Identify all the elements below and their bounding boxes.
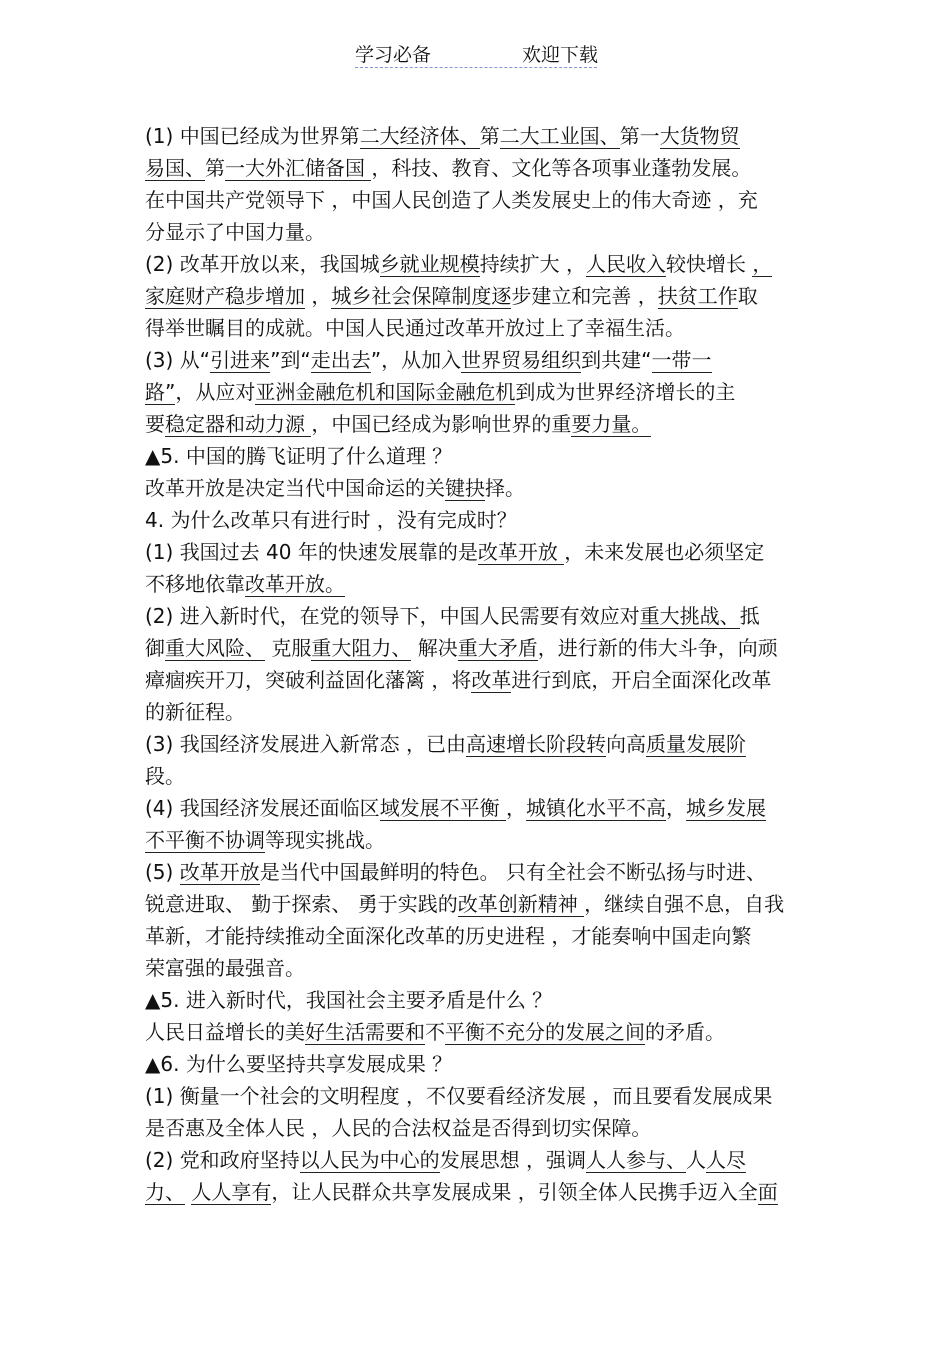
underlined-answer: ， — [752, 252, 773, 276]
text-line — [145, 536, 810, 568]
underlined-answer: 世界贸易组织 — [461, 348, 582, 372]
underlined-answer: 二大经济体、 — [359, 124, 480, 148]
text-segment: 段。 — [145, 764, 185, 788]
page-header — [0, 40, 950, 70]
text-segment: 到成为世界经济增长的主 — [515, 380, 736, 404]
text-segment: ，科技、教育、文化等各项事业蓬勃发展。 — [371, 156, 752, 180]
underlined-answer: 平衡不充分的发展之间 — [445, 1020, 645, 1044]
text-line — [145, 440, 810, 472]
underlined-answer: 稳定器和动力源 — [165, 412, 312, 436]
underlined-answer: 家庭财产稳步增加 — [145, 284, 305, 308]
text-segment: 人 — [686, 1148, 707, 1172]
text-segment: 抵 — [739, 604, 760, 628]
underlined-answer: 大货物贸 — [659, 124, 740, 148]
text-line — [145, 1176, 810, 1208]
underlined-answer: 人人享有 — [191, 1180, 272, 1204]
text-line — [145, 600, 810, 632]
text-segment: 荣富强的最强音。 — [145, 956, 305, 980]
text-segment: 瘴痼疾开刀，突破利益固化藩篱 ，将 — [145, 668, 472, 692]
underlined-answer: 改革开放 — [179, 860, 260, 884]
text-segment: ，未来发展也必须坚定 — [564, 540, 765, 564]
text-segment: ， — [666, 796, 687, 820]
header-right-text: 欢迎下载 — [522, 44, 599, 66]
text-segment: 到共建“ — [581, 348, 652, 372]
text-segment: 的矛盾。 — [645, 1020, 725, 1044]
underlined-answer: 亚洲金融危机和国际金融危机 — [255, 380, 516, 404]
text-line — [145, 344, 810, 376]
text-segment: ，从应对 — [175, 380, 256, 404]
text-line — [145, 472, 810, 504]
underlined-answer: 改革创新精神 — [457, 892, 585, 916]
text-segment: 4. 为什么改革只有进行时 ，没有完成时？ — [145, 508, 517, 532]
text-segment: 持续扩大 ， — [479, 252, 587, 276]
text-segment: 人民日益增长的美 — [145, 1020, 305, 1044]
text-line — [145, 696, 810, 728]
underlined-answer: 改革开放。 — [245, 572, 345, 596]
header-left-text: 学习必备 — [355, 44, 432, 66]
underlined-answer: 易国、 — [145, 156, 205, 180]
underlined-answer: 好生活需要和 — [305, 1020, 425, 1044]
underlined-answer: 不平衡不协调 — [145, 828, 265, 852]
text-line — [145, 632, 810, 664]
text-line — [145, 1048, 810, 1080]
text-line — [145, 1112, 810, 1144]
underlined-answer: 二大工业国、 — [499, 124, 620, 148]
underlined-answer: 引进来 — [210, 348, 271, 372]
text-segment: 御 — [145, 636, 165, 660]
text-line — [145, 184, 810, 216]
text-segment: (3) 从“ — [145, 348, 211, 372]
text-segment: 锐意进取、 勤于探索、 勇于实践的 — [145, 892, 458, 916]
underlined-answer: 改革开放 — [477, 540, 565, 564]
text-segment: 是否惠及全体人民 ，人民的合法权益是否得到切实保障。 — [145, 1116, 652, 1140]
underlined-answer: 人民收入 — [586, 252, 667, 276]
text-segment: 第 — [479, 124, 500, 148]
underlined-answer: 人尽 — [706, 1148, 747, 1172]
underlined-answer: 要力量。 — [571, 412, 652, 436]
underlined-answer: 重大挑战、 — [639, 604, 740, 628]
underlined-answer: 城乡发展 — [686, 796, 767, 820]
text-line — [145, 920, 810, 952]
text-line — [145, 760, 810, 792]
text-line — [145, 1144, 810, 1176]
text-segment: ， — [506, 796, 527, 820]
text-segment: ，让人民群众共享发展成果 ，引领全体人民携手迈入全 — [271, 1180, 758, 1204]
text-line — [145, 216, 810, 248]
text-line — [145, 312, 810, 344]
underlined-answer: 重大矛盾 — [457, 636, 538, 660]
underlined-answer: 走出去 — [310, 348, 371, 372]
text-segment: ，中国已经成为影响世界的重 — [311, 412, 572, 436]
text-segment: ， — [305, 284, 332, 308]
text-segment: 解决 — [411, 636, 458, 660]
underlined-answer: 以人民为中心的 — [299, 1148, 440, 1172]
text-segment: (2) 进入新时代，在党的领导下，中国人民需要有效应对 — [145, 604, 640, 628]
text-segment: ▲5. 中国的腾飞证明了什么道理 ？ — [145, 444, 453, 468]
document-body — [145, 120, 810, 1208]
text-line — [145, 984, 810, 1016]
text-segment: 第一 — [619, 124, 660, 148]
text-line — [145, 408, 810, 440]
text-segment: (2) 改革开放以来，我国城 — [145, 252, 380, 276]
text-segment: (1) 衡量一个社会的文明程度 ，不仅要看经济发展 ，而且要看发展成果 — [145, 1084, 773, 1108]
text-line — [145, 824, 810, 856]
underlined-answer: 改革 — [471, 668, 512, 692]
underlined-answer: 乡就业规模 — [379, 252, 480, 276]
text-line — [145, 152, 810, 184]
header-divider — [355, 67, 597, 68]
text-segment: 取 — [737, 284, 758, 308]
underlined-answer: 城乡社会保障制度逐 — [331, 284, 512, 308]
text-segment: 是当代中国最鲜明的特色。 只有全社会不断弘扬与时进、 — [259, 860, 767, 884]
text-segment: 第 — [205, 156, 225, 180]
text-segment: (2) 党和政府坚持 — [145, 1148, 300, 1172]
underlined-answer: 扶贫工作 — [657, 284, 738, 308]
text-segment: 的新征程。 — [145, 700, 245, 724]
underlined-answer: 一大外汇储备国 — [225, 156, 372, 180]
text-line — [145, 888, 810, 920]
text-segment: 在中国共产党领导下 ，中国人民创造了人类发展史上的伟大奇迹 ，充 — [145, 188, 758, 212]
text-segment: (1) 中国已经成为世界第 — [145, 124, 360, 148]
text-segment: 改革开放是决定当代中国命运的关 — [145, 476, 445, 500]
text-line — [145, 376, 810, 408]
underlined-answer: 域发展不平衡 — [379, 796, 507, 820]
text-line — [145, 792, 810, 824]
text-line — [145, 248, 810, 280]
text-segment: 发展思想 ，强调 — [439, 1148, 587, 1172]
text-segment: 不 — [425, 1020, 445, 1044]
text-segment: 等现实挑战。 — [265, 828, 385, 852]
text-segment: ”到“ — [270, 348, 311, 372]
text-segment: 得举世瞩目的成就。中国人民通过改革开放过上了幸福生活。 — [145, 316, 685, 340]
text-line — [145, 728, 810, 760]
text-line — [145, 120, 810, 152]
underlined-answer: 高速增长阶段转 — [466, 732, 607, 756]
text-segment: 向高 — [606, 732, 647, 756]
text-line — [145, 1016, 810, 1048]
text-segment: 择。 — [485, 476, 525, 500]
text-segment: 克服 — [265, 636, 312, 660]
text-segment: 要 — [145, 412, 165, 436]
text-line — [145, 1080, 810, 1112]
text-segment: 不移地依靠 — [145, 572, 245, 596]
text-segment: 革新，才能持续推动全面深化改革的历史进程 ，才能奏响中国走向繁 — [145, 924, 752, 948]
text-segment: ，进行新的伟大斗争，向顽 — [537, 636, 778, 660]
text-segment: (3) 我国经济发展进入新常态 ，已由 — [145, 732, 467, 756]
underlined-answer: 键抉 — [445, 476, 485, 500]
underlined-answer: 人人参与、 — [586, 1148, 687, 1172]
underlined-answer: 路” — [145, 380, 176, 404]
text-segment: ▲6. 为什么要坚持共享发展成果 ？ — [145, 1052, 453, 1076]
text-line — [145, 568, 810, 600]
underlined-answer: 一带一 — [651, 348, 712, 372]
text-segment: 步建立和完善 ， — [511, 284, 658, 308]
text-segment: ，继续自强不息，自我 — [584, 892, 785, 916]
text-segment: (1) 我国过去 40 年的快速发展靠的是 — [145, 540, 478, 564]
text-segment: (4) 我国经济发展还面临区 — [145, 796, 380, 820]
text-segment: (5) — [145, 860, 180, 884]
text-line — [145, 856, 810, 888]
underlined-answer: 重大阻力、 — [311, 636, 412, 660]
text-line — [145, 664, 810, 696]
text-segment: ”，从加入 — [370, 348, 462, 372]
text-line — [145, 952, 810, 984]
text-line — [145, 504, 810, 536]
underlined-answer: 城镇化水平不高 — [526, 796, 667, 820]
underlined-answer: 力、 — [145, 1180, 185, 1204]
text-segment: 进行到底，开启全面深化改革 — [511, 668, 772, 692]
underlined-answer: 重大风险、 — [165, 636, 265, 660]
text-segment: 较快增长 — [666, 252, 753, 276]
underlined-answer: 质量发展阶 — [646, 732, 747, 756]
text-line — [145, 280, 810, 312]
underlined-answer: 面 — [757, 1180, 778, 1204]
text-segment: ▲5. 进入新时代，我国社会主要矛盾是什么 ？ — [145, 988, 553, 1012]
text-segment: 分显示了中国力量。 — [145, 220, 325, 244]
